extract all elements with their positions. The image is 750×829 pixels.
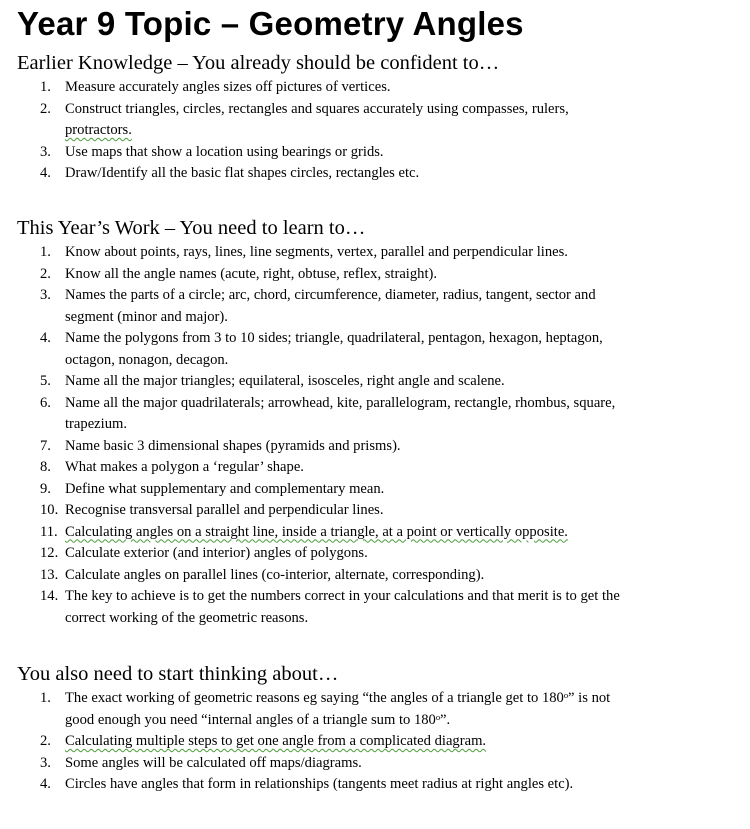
list-item xyxy=(0,77,735,99)
list-number: 10. xyxy=(40,502,59,518)
list-item-text: Recognise transversal parallel and perpendicular lines. xyxy=(65,502,384,518)
list-item-text: Some angles will be calculated off maps/diagrams. xyxy=(65,754,362,771)
list-item xyxy=(0,328,735,371)
list-item xyxy=(0,565,735,587)
list-item xyxy=(0,264,735,286)
list-number: 9. xyxy=(40,480,51,497)
list-number: 3. xyxy=(40,143,51,160)
list-item xyxy=(0,586,735,629)
list-item-text: segment (minor and major). xyxy=(65,308,228,325)
list-number: 12. xyxy=(40,545,59,561)
list-number: 14. xyxy=(40,588,59,604)
list-item-text: Calculate angles on parallel lines (co-interior, alternate, corresponding). xyxy=(65,566,485,583)
earlier-knowledge-list xyxy=(0,77,735,185)
list-number: 11. xyxy=(40,523,58,540)
list-number: 3. xyxy=(40,754,51,771)
list-number: 13. xyxy=(40,566,59,583)
list-number: 2. xyxy=(40,265,51,282)
list-item-text: The exact working of geometric reasons eg saying “the angles of a triangle get to 180ᵒ” is not xyxy=(65,690,611,706)
list-item xyxy=(0,242,735,264)
list-item-text: Circles have angles that form in relationships (tangents meet radius at right angles etc). xyxy=(65,776,574,792)
list-item xyxy=(0,436,735,458)
list-item-text: Name all the major triangles; equilateral, isosceles, right angle and scalene. xyxy=(65,373,505,389)
this-years-work-list xyxy=(0,242,735,629)
list-item xyxy=(0,731,735,753)
list-item xyxy=(0,371,735,393)
list-item-text: Calculating multiple steps to get one angle from a complicated diagram. xyxy=(65,733,487,749)
list-item-text: Measure accurately angles sizes off pictures of vertices. xyxy=(65,79,391,95)
list-item-text: Names the parts of a circle; arc, chord, circumference, diameter, radius, tangent, sector and xyxy=(65,287,596,303)
list-item-text: correct working of the geometric reasons. xyxy=(65,609,309,626)
list-number: 2. xyxy=(40,733,51,749)
list-item xyxy=(0,142,735,164)
page-title: Year 9 Topic – Geometry Angles xyxy=(17,5,524,42)
section-heading-earlier-knowledge: Earlier Knowledge – You already should be confident to… xyxy=(17,52,500,74)
list-item-text: Construct triangles, circles, rectangles and squares accurately using compasses, rulers, xyxy=(65,100,569,117)
list-item-text: Know about points, rays, lines, line segments, vertex, parallel and perpendicular lines. xyxy=(65,244,568,260)
list-item-text: What makes a polygon a ‘regular’ shape. xyxy=(65,459,304,475)
list-item-text: Use maps that show a location using bearings or grids. xyxy=(65,143,384,160)
list-item-text: Name the polygons from 3 to 10 sides; triangle, quadrilateral, pentagon, hexagon, heptagon, xyxy=(65,330,603,346)
list-number: 4. xyxy=(40,165,51,181)
list-item-text: Define what supplementary and complementary mean. xyxy=(65,480,385,497)
list-number: 1. xyxy=(40,244,51,260)
list-number: 4. xyxy=(40,330,51,346)
list-item xyxy=(0,163,735,185)
list-item-text: Calculating angles on a straight line, inside a triangle, at a point or vertically opposite. xyxy=(65,523,568,540)
list-item xyxy=(0,457,735,479)
list-number: 2. xyxy=(40,100,51,117)
list-item xyxy=(0,522,735,544)
list-number: 5. xyxy=(40,373,51,389)
list-number: 7. xyxy=(40,437,51,454)
list-number: 8. xyxy=(40,459,51,475)
list-number: 6. xyxy=(40,394,51,411)
list-number: 4. xyxy=(40,776,51,792)
list-number: 3. xyxy=(40,287,51,303)
list-item-text: Calculate exterior (and interior) angles of polygons. xyxy=(65,545,368,561)
list-item-text: trapezium. xyxy=(65,416,127,432)
section-heading-this-years-work: This Year’s Work – You need to learn to… xyxy=(17,217,366,239)
list-item xyxy=(0,543,735,565)
list-item xyxy=(0,479,735,501)
list-number: 1. xyxy=(40,690,51,706)
list-item xyxy=(0,774,735,796)
list-number: 1. xyxy=(40,79,51,95)
section-heading-start-thinking: You also need to start thinking about… xyxy=(17,663,339,685)
start-thinking-list xyxy=(0,688,735,796)
list-item-text: good enough you need “internal angles of a triangle sum to 180ᵒ”. xyxy=(65,711,451,728)
list-item-text: Name all the major quadrilaterals; arrowhead, kite, parallelogram, rectangle, rhombus, square, xyxy=(65,394,616,411)
list-item-text: The key to achieve is to get the numbers correct in your calculations and that merit is to get the xyxy=(65,588,620,604)
list-item xyxy=(0,285,735,328)
list-item-text: protractors. xyxy=(65,122,132,138)
list-item xyxy=(0,393,735,436)
list-item-text: Know all the angle names (acute, right, obtuse, reflex, straight). xyxy=(65,265,438,282)
list-item xyxy=(0,688,735,731)
list-item xyxy=(0,753,735,775)
list-item xyxy=(0,500,735,522)
list-item xyxy=(0,99,735,142)
list-item-text: Name basic 3 dimensional shapes (pyramids and prisms). xyxy=(65,437,401,454)
list-item-text: Draw/Identify all the basic flat shapes circles, rectangles etc. xyxy=(65,165,420,181)
list-item-text: octagon, nonagon, decagon. xyxy=(65,351,229,368)
